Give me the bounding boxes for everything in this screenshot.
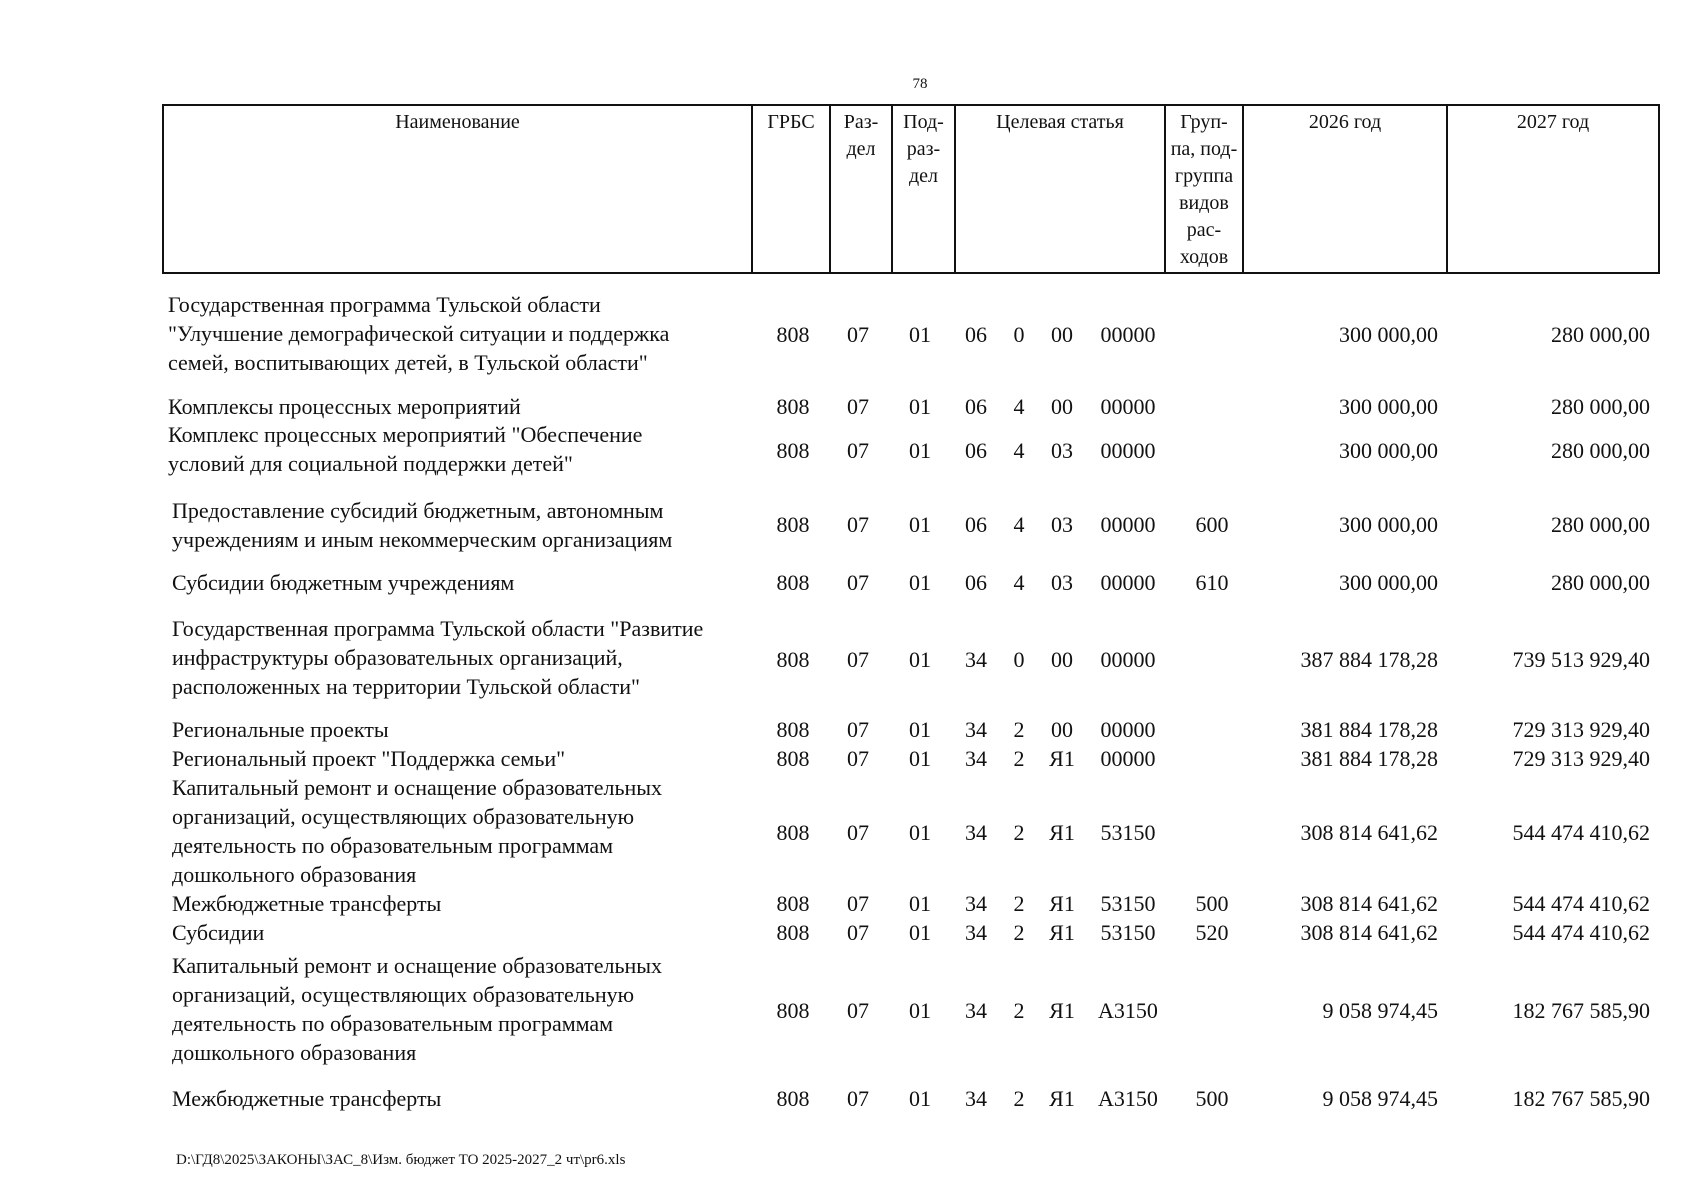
cell-target-code: 53150	[1100, 891, 1156, 916]
cell-amount-2026: 381 884 178,28	[1300, 717, 1438, 742]
cell-podrazdel: 01	[909, 998, 931, 1023]
cell-expense-group: 520	[1195, 920, 1229, 945]
cell-grbs: 808	[776, 920, 810, 945]
cell-target-subprogram: 2	[1013, 891, 1025, 916]
cell-target-program: 34	[965, 998, 987, 1023]
page-number: 78	[912, 76, 928, 92]
cell-podrazdel: 01	[909, 746, 931, 771]
cell-target-subprogram: 0	[1013, 647, 1025, 672]
cell-target-program: 34	[965, 746, 987, 771]
cell-target-subprogram: 2	[1013, 717, 1025, 742]
cell-target-subprogram: 2	[1013, 820, 1025, 845]
cell-razdel: 07	[847, 1086, 869, 1111]
column-header-podrazdel: Под- раз- дел	[892, 105, 955, 273]
cell-grbs: 808	[776, 394, 810, 419]
cell-grbs: 808	[776, 512, 810, 537]
cell-amount-2026: 308 814 641,62	[1300, 820, 1438, 845]
cell-amount-2026: 308 814 641,62	[1300, 920, 1438, 945]
cell-name: Комплекс процессных мероприятий "Обеспечение условий для социальной поддержки детей"	[168, 422, 643, 476]
cell-target-subprogram: 4	[1013, 512, 1025, 537]
cell-grbs: 808	[776, 717, 810, 742]
cell-name: Предоставление субсидий бюджетным, автономным учреждениям и иным некоммерческим организациям	[172, 498, 673, 552]
cell-grbs: 808	[776, 438, 810, 463]
cell-target-subprogram: 4	[1013, 438, 1025, 463]
cell-target-event: 03	[1051, 512, 1073, 537]
cell-podrazdel: 01	[909, 820, 931, 845]
cell-podrazdel: 01	[909, 512, 931, 537]
cell-amount-2026: 387 884 178,28	[1300, 647, 1438, 672]
cell-name: Субсидии	[172, 920, 265, 945]
cell-target-event: Я1	[1049, 920, 1075, 945]
cell-razdel: 07	[847, 570, 869, 595]
cell-target-code: 00000	[1100, 438, 1156, 463]
cell-amount-2026: 9 058 974,45	[1322, 1086, 1438, 1111]
cell-target-subprogram: 0	[1013, 322, 1025, 347]
cell-target-event: Я1	[1049, 891, 1075, 916]
cell-amount-2026: 300 000,00	[1339, 570, 1438, 595]
cell-target-subprogram: 2	[1013, 1086, 1025, 1111]
cell-name: Государственная программа Тульской области "Развитие инфраструктуры образовательных организаций, расположенных на территории Тульской области"	[172, 616, 704, 699]
cell-target-code: 00000	[1100, 717, 1156, 742]
cell-amount-2027: 280 000,00	[1551, 570, 1650, 595]
cell-target-event: Я1	[1049, 746, 1075, 771]
cell-target-event: 00	[1051, 394, 1073, 419]
cell-target-event: Я1	[1049, 1086, 1075, 1111]
cell-target-code: 00000	[1100, 746, 1156, 771]
cell-grbs: 808	[776, 998, 810, 1023]
cell-target-code: 00000	[1100, 394, 1156, 419]
cell-amount-2027: 280 000,00	[1551, 438, 1650, 463]
cell-razdel: 07	[847, 746, 869, 771]
cell-target-event: Я1	[1049, 998, 1075, 1023]
cell-amount-2027: 182 767 585,90	[1512, 1086, 1650, 1111]
cell-target-code: 00000	[1100, 322, 1156, 347]
cell-name: Государственная программа Тульской области "Улучшение демографической ситуации и поддержка семей, воспитывающих детей, в Тульской области"	[168, 292, 670, 375]
cell-target-event: Я1	[1049, 820, 1075, 845]
cell-target-program: 06	[965, 512, 987, 537]
cell-razdel: 07	[847, 512, 869, 537]
column-header-2027: 2027 год	[1447, 105, 1659, 273]
cell-target-code: 53150	[1100, 920, 1156, 945]
cell-razdel: 07	[847, 820, 869, 845]
cell-target-program: 34	[965, 891, 987, 916]
cell-target-code: 00000	[1100, 512, 1156, 537]
cell-name: Капитальный ремонт и оснащение образовательных организаций, осуществляющих образовательную деятельность по образовательным программам дошкольного образования	[172, 953, 663, 1065]
cell-amount-2026: 300 000,00	[1339, 322, 1438, 347]
cell-target-code: 00000	[1100, 647, 1156, 672]
cell-target-code: 53150	[1100, 820, 1156, 845]
cell-name: Региональные проекты	[172, 717, 389, 742]
cell-target-program: 34	[965, 717, 987, 742]
cell-target-subprogram: 2	[1013, 998, 1025, 1023]
cell-target-program: 34	[965, 647, 987, 672]
cell-name: Межбюджетные трансферты	[172, 1086, 442, 1111]
file-path: D:\ГД8\2025\ЗАКОНЫ\ЗАС_8\Изм. бюджет ТО 2025-2027_2 чт\pr6.xls	[176, 1152, 626, 1168]
cell-razdel: 07	[847, 394, 869, 419]
cell-expense-group: 610	[1195, 570, 1229, 595]
cell-amount-2026: 308 814 641,62	[1300, 891, 1438, 916]
column-header-target: Целевая статья	[955, 105, 1165, 273]
cell-podrazdel: 01	[909, 570, 931, 595]
cell-target-program: 06	[965, 394, 987, 419]
cell-target-event: 03	[1051, 570, 1073, 595]
cell-amount-2026: 9 058 974,45	[1322, 998, 1438, 1023]
cell-podrazdel: 01	[909, 891, 931, 916]
cell-podrazdel: 01	[909, 394, 931, 419]
cell-razdel: 07	[847, 998, 869, 1023]
cell-razdel: 07	[847, 717, 869, 742]
cell-grbs: 808	[776, 570, 810, 595]
cell-amount-2027: 729 313 929,40	[1512, 746, 1650, 771]
cell-podrazdel: 01	[909, 1086, 931, 1111]
cell-name: Комплексы процессных мероприятий	[168, 394, 521, 419]
cell-amount-2026: 300 000,00	[1339, 512, 1438, 537]
cell-amount-2026: 300 000,00	[1339, 394, 1438, 419]
cell-grbs: 808	[776, 891, 810, 916]
cell-target-subprogram: 2	[1013, 920, 1025, 945]
cell-amount-2026: 381 884 178,28	[1300, 746, 1438, 771]
cell-razdel: 07	[847, 438, 869, 463]
cell-amount-2027: 544 474 410,62	[1512, 920, 1650, 945]
cell-expense-group: 600	[1195, 512, 1229, 537]
cell-target-event: 00	[1051, 717, 1073, 742]
cell-razdel: 07	[847, 322, 869, 347]
cell-target-event: 03	[1051, 438, 1073, 463]
cell-name: Субсидии бюджетным учреждениям	[172, 570, 515, 595]
cell-razdel: 07	[847, 920, 869, 945]
cell-amount-2027: 544 474 410,62	[1512, 820, 1650, 845]
cell-target-program: 34	[965, 1086, 987, 1111]
cell-name: Региональный проект "Поддержка семьи"	[172, 746, 566, 771]
cell-target-program: 06	[965, 570, 987, 595]
cell-podrazdel: 01	[909, 717, 931, 742]
cell-target-code: 00000	[1100, 570, 1156, 595]
cell-target-subprogram: 2	[1013, 746, 1025, 771]
cell-amount-2027: 280 000,00	[1551, 512, 1650, 537]
cell-grbs: 808	[776, 1086, 810, 1111]
cell-expense-group: 500	[1195, 1086, 1229, 1111]
cell-name: Капитальный ремонт и оснащение образовательных организаций, осуществляющих образовательную деятельность по образовательным программам дошкольного образования	[172, 775, 663, 887]
cell-name: Межбюджетные трансферты	[172, 891, 442, 916]
column-header-group: Груп- па, под- группа видов рас- ходов	[1165, 105, 1243, 273]
cell-grbs: 808	[776, 322, 810, 347]
column-header-name: Наименование	[163, 105, 752, 273]
cell-amount-2027: 739 513 929,40	[1512, 647, 1650, 672]
cell-target-subprogram: 4	[1013, 570, 1025, 595]
column-header-razdel: Раз- дел	[830, 105, 892, 273]
cell-grbs: 808	[776, 647, 810, 672]
cell-razdel: 07	[847, 891, 869, 916]
cell-amount-2027: 544 474 410,62	[1512, 891, 1650, 916]
cell-razdel: 07	[847, 647, 869, 672]
cell-amount-2027: 280 000,00	[1551, 394, 1650, 419]
cell-target-code: А3150	[1098, 998, 1158, 1023]
cell-podrazdel: 01	[909, 647, 931, 672]
cell-podrazdel: 01	[909, 920, 931, 945]
cell-target-event: 00	[1051, 647, 1073, 672]
cell-amount-2027: 280 000,00	[1551, 322, 1650, 347]
cell-expense-group: 500	[1195, 891, 1229, 916]
cell-target-program: 06	[965, 438, 987, 463]
cell-target-program: 06	[965, 322, 987, 347]
cell-amount-2027: 182 767 585,90	[1512, 998, 1650, 1023]
cell-target-subprogram: 4	[1013, 394, 1025, 419]
cell-amount-2026: 300 000,00	[1339, 438, 1438, 463]
cell-target-code: А3150	[1098, 1086, 1158, 1111]
table-header	[162, 104, 1660, 274]
column-header-2026: 2026 год	[1243, 105, 1447, 273]
cell-target-event: 00	[1051, 322, 1073, 347]
cell-podrazdel: 01	[909, 322, 931, 347]
column-header-grbs: ГРБС	[752, 105, 830, 273]
cell-podrazdel: 01	[909, 438, 931, 463]
cell-target-program: 34	[965, 820, 987, 845]
cell-amount-2027: 729 313 929,40	[1512, 717, 1650, 742]
cell-grbs: 808	[776, 820, 810, 845]
cell-target-program: 34	[965, 920, 987, 945]
cell-grbs: 808	[776, 746, 810, 771]
